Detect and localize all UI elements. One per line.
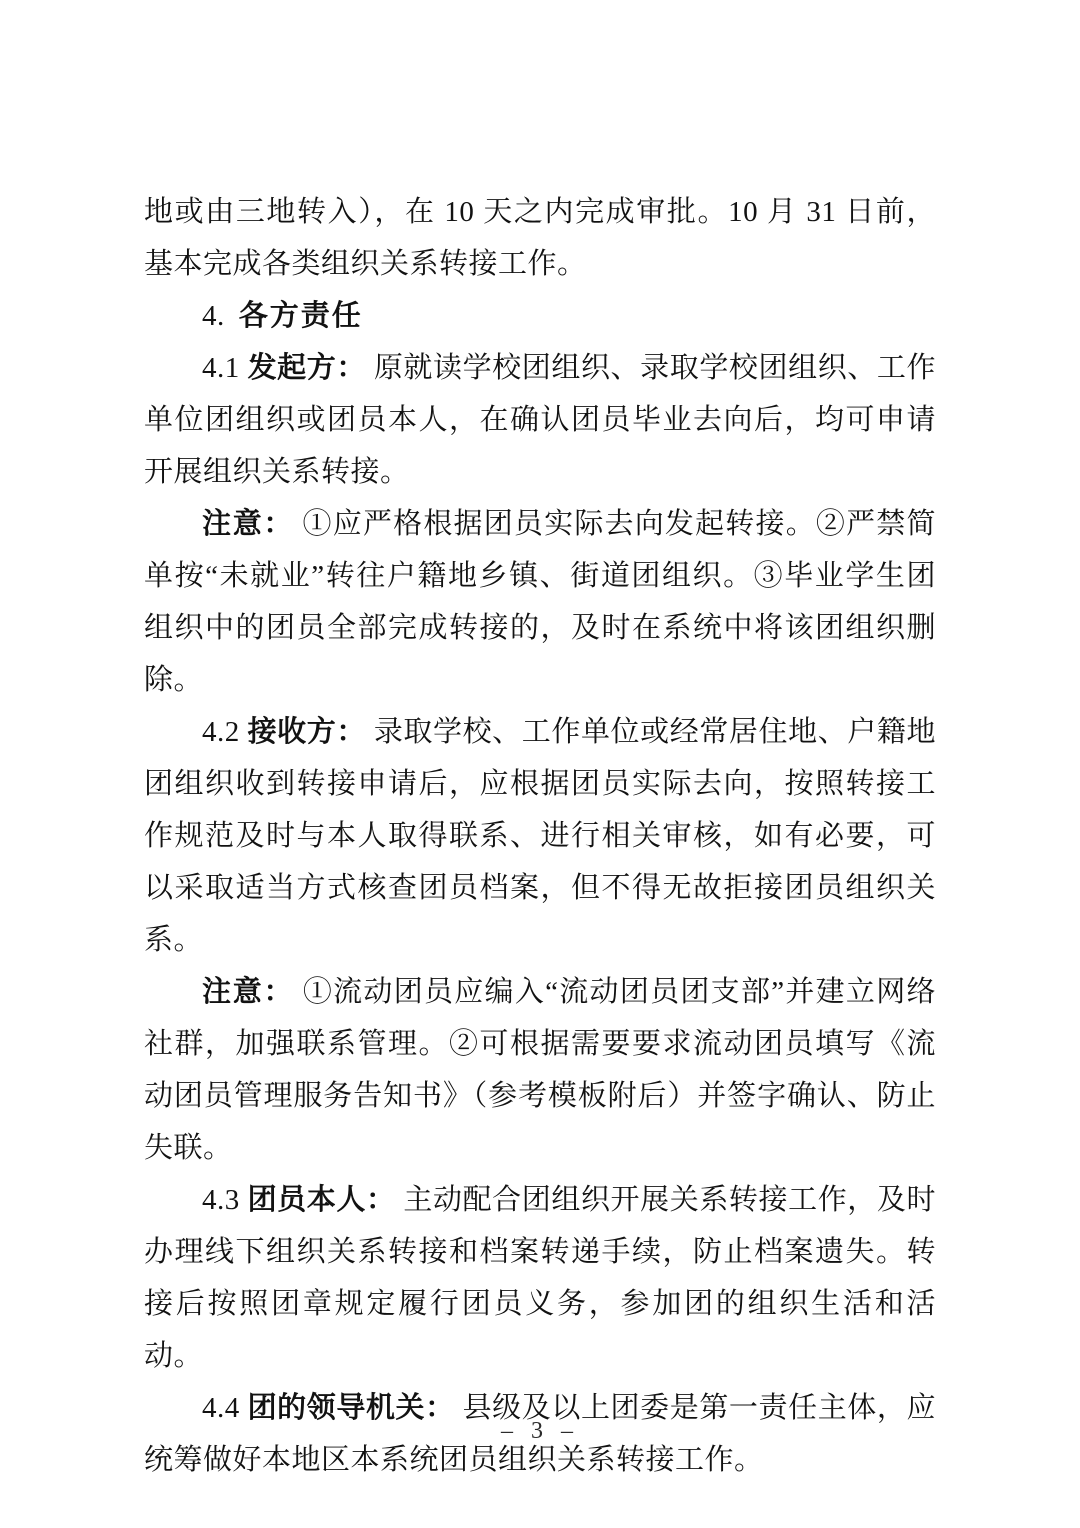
clause-number: 4.2	[202, 716, 248, 748]
page-number: – 3 –	[501, 1418, 579, 1444]
section-title: 各方责任	[238, 300, 363, 332]
clause-number: 4.4	[202, 1392, 248, 1424]
clause-text: ①流动团员应编入“流动团员团支部”并建立网络社群，加强联系管理。②可根据需要要求流动团员填写《流动团员管理服务告知书》（参考模板附后）并签字确认、防止失联。	[144, 976, 936, 1164]
clause-text: 原就读学校团组织、录取学校团组织、工作单位团组织或团员本人，在确认团员毕业去向后，均可申请开展组织关系转接。	[144, 352, 936, 488]
clause-label: 发起方：	[247, 352, 366, 384]
clause-text: 录取学校、工作单位或经常居住地、户籍地团组织收到转接申请后，应根据团员实际去向，按照转接工作规范及时与本人取得联系、进行相关审核，如有必要，可以采取适当方式核查团员档案，但不得无故拒接团员组织关系。	[144, 716, 936, 956]
clause-paragraph	[144, 706, 936, 966]
clause-number: 4.3	[202, 1184, 248, 1216]
clause-text: 县级及以上团委是第一责任主体，应统筹做好本地区本系统团员组织关系转接工作。	[144, 1392, 936, 1476]
clause-label: 接收方：	[247, 716, 366, 748]
section-heading	[144, 290, 936, 342]
clause-label: 注意：	[202, 976, 295, 1008]
paragraph-list	[144, 342, 936, 1486]
clause-paragraph	[144, 342, 936, 498]
page-content	[144, 186, 936, 1486]
section-number: 4.	[202, 300, 225, 332]
clause-paragraph	[144, 498, 936, 706]
paragraph-continuation: 地或由三地转入），在 10 天之内完成审批。10 月 31 日前，基本完成各类组织关系转接工作。	[144, 196, 936, 280]
clause-text: ①应严格根据团员实际去向发起转接。②严禁简单按“未就业”转往户籍地乡镇、街道团组织。③毕业学生团组织中的团员全部完成转接的，及时在系统中将该团组织删除。	[144, 508, 936, 696]
clause-label: 团员本人：	[247, 1184, 396, 1216]
clause-paragraph	[144, 1174, 936, 1382]
clause-paragraph	[144, 966, 936, 1174]
clause-number: 4.1	[202, 352, 248, 384]
clause-text: 主动配合团组织开展关系转接工作，及时办理线下组织关系转接和档案转递手续，防止档案遗失。转接后按照团章规定履行团员义务，参加团的组织生活和活动。	[144, 1184, 936, 1372]
clause-label: 注意：	[202, 508, 295, 540]
page-footer	[0, 1418, 1080, 1445]
clause-label: 团的领导机关：	[247, 1392, 455, 1424]
